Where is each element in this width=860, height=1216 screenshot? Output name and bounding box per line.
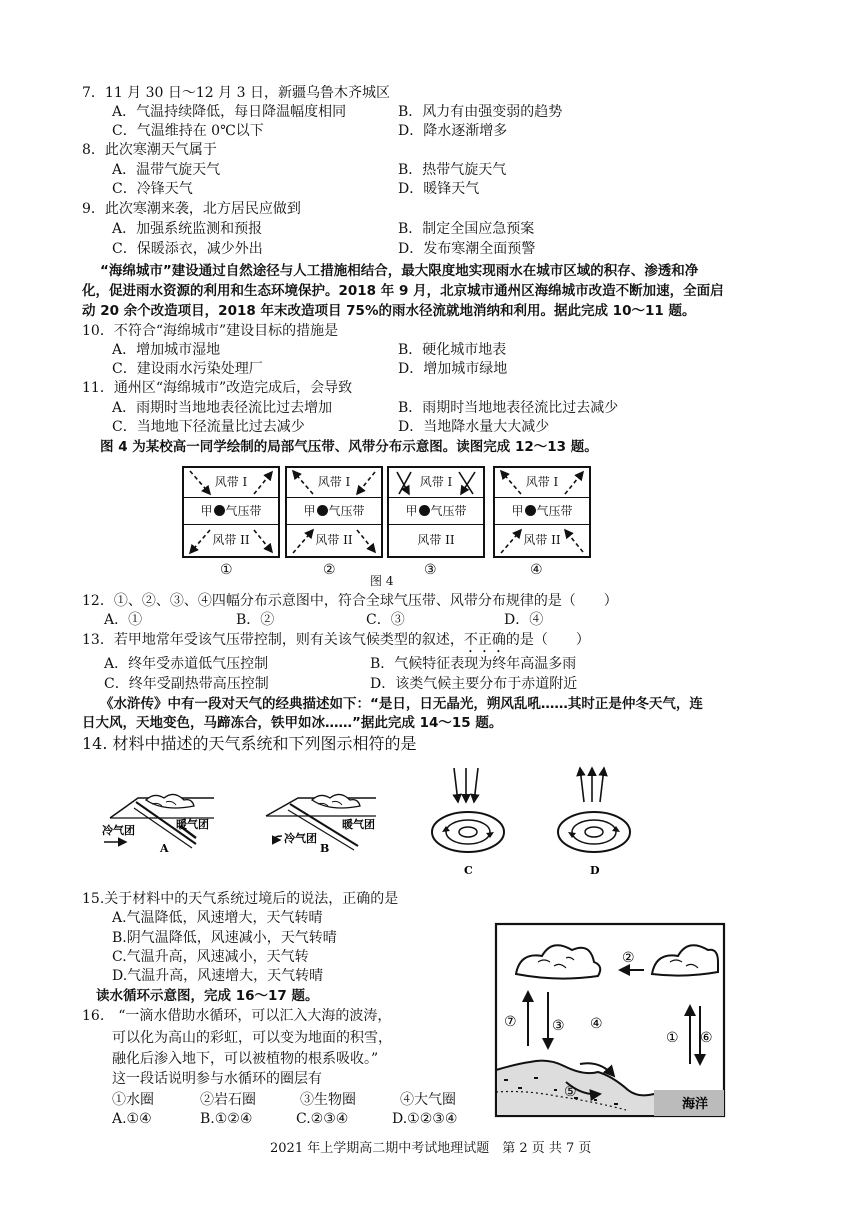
label-c: C xyxy=(464,864,473,877)
q16-option-d: D.①②③④ xyxy=(392,1111,458,1127)
panel-4-number: ④ xyxy=(530,562,543,578)
process-7-label: ⑦ xyxy=(504,1014,517,1030)
front-diagram-b xyxy=(258,790,378,854)
page-footer: 2021 年上学期高二期中考试地理试题 第 2 页 共 7 页 xyxy=(270,1141,592,1156)
q15-option-d: D.气温升高，风速增大，天气转晴 xyxy=(112,968,324,984)
fig4-panel-3 xyxy=(387,466,485,558)
process-6-label: ⑥ xyxy=(700,1030,713,1046)
front-diagram-a xyxy=(96,790,216,854)
q16-item2: ②岩石圈 xyxy=(200,1092,256,1108)
warm-air-label-b: 暖气团 xyxy=(342,818,375,831)
label-b: B xyxy=(320,842,330,854)
q16-item4: ④大气圈 xyxy=(400,1092,456,1108)
q11-option-a: A．雨期时当地地表径流比过去增加 xyxy=(112,400,333,416)
q15-stem: 15.关于材料中的天气系统过境后的说法，正确的是 xyxy=(82,891,399,907)
q13-stem: 13．若甲地常年受该气压带控制，则有关该气候类型的叙述，不正确的是（ ） xyxy=(82,632,590,648)
label-a: A xyxy=(160,842,169,854)
q9-option-c: C．保暖添衣，减少外出 xyxy=(112,241,263,257)
q9-option-b: B．制定全国应急预案 xyxy=(398,221,535,237)
process-2-label: ② xyxy=(622,950,635,966)
q7-option-d: D．降水逐渐增多 xyxy=(398,123,508,139)
q16-option-c: C.②③④ xyxy=(296,1111,349,1127)
wind-belt-1-label: 风带 I xyxy=(525,475,559,489)
panel-3-number: ③ xyxy=(424,562,437,578)
wind-arrows xyxy=(389,468,483,556)
fig4-caption: 图 4 xyxy=(370,574,394,588)
pressure-belt-label: 甲 气压带 xyxy=(184,497,278,525)
q16-option-b: B.①②④ xyxy=(200,1111,253,1127)
q16-line1: 16. “一滴水借助水循环，可以汇入大海的波涛， xyxy=(82,1008,392,1024)
q15-option-c: C.气温升高，风速减小，天气转 xyxy=(112,949,309,965)
q8-option-a: A．温带气旋天气 xyxy=(112,162,221,178)
process-1-label: ① xyxy=(666,1030,679,1046)
q8-option-b: B．热带气旋天气 xyxy=(398,162,507,178)
wind-belt-2-label: 风带 II xyxy=(315,533,353,547)
q10-option-a: A．增加城市湿地 xyxy=(112,342,221,358)
wind-arrows xyxy=(287,468,381,556)
q7-stem: 7．11 月 30 日～12 月 3 日，新疆乌鲁木齐城区 xyxy=(82,85,390,101)
q13-option-b: B．气候特征表现为终年高温多雨 xyxy=(370,656,577,672)
passage1-line1: “海绵城市”建设通过自然途径与人工措施相结合，最大限度地实现雨水在城市区域的积存、渗透和净 xyxy=(100,263,699,279)
pressure-belt-label: 甲 气压带 xyxy=(495,497,589,525)
water-cycle-intro: 读水循环示意图，完成 16～17 题。 xyxy=(96,988,319,1004)
q16-line2: 可以化为高山的彩虹，可以变为地面的积雪， xyxy=(112,1030,392,1046)
q11-option-c: C．当地地下径流量比过去减少 xyxy=(112,419,305,435)
q9-stem: 9．此次寒潮来袭，北方居民应做到 xyxy=(82,201,301,217)
passage2-line2: 日大风，天地变色，马蹄冻合，铁甲如冰……”据此完成 14～15 题。 xyxy=(82,715,503,731)
q7-option-b: B．风力有由强变弱的趋势 xyxy=(398,104,563,120)
q12-option-b: B．② xyxy=(236,612,275,628)
q11-option-d: D．当地降水量大大减少 xyxy=(398,419,550,435)
q12-stem: 12．①、②、③、④四幅分布示意图中，符合全球气压带、风带分布规律的是（ ） xyxy=(82,593,618,609)
q14-stem: 14. 材料中描述的天气系统和下列图示相符的是 xyxy=(82,734,417,753)
wind-belt-1-label: 风带 I xyxy=(419,475,453,489)
q7-option-a: A．气温持续降低，每日降温幅度相同 xyxy=(112,104,347,120)
q10-option-b: B．硬化城市地表 xyxy=(398,342,507,358)
q9-option-a: A．加强系统监测和预报 xyxy=(112,221,263,237)
process-3-label: ③ xyxy=(552,1018,565,1034)
panel-2-number: ② xyxy=(323,562,336,578)
passage1-line3: 动 20 余个改造项目，2018 年末改造项目 75%的雨水径流就地消纳和利用。据此完成 10～11 题。 xyxy=(82,303,696,319)
wind-belt-2-label: 风带 II xyxy=(417,533,455,547)
passage2-line1: 《水浒传》中有一段对天气的经典描述如下：“是日，日无晶光，朔风乱吼……其时正是仲冬天气，连 xyxy=(100,696,703,712)
q16-option-a: A.①④ xyxy=(112,1111,152,1127)
wind-arrows xyxy=(184,468,278,556)
q12-option-c: C．③ xyxy=(366,612,405,628)
wind-belt-1-label: 风带 I xyxy=(317,475,351,489)
ocean-label: 海洋 xyxy=(682,1097,709,1112)
process-5-label: ⑤ xyxy=(564,1084,577,1100)
cyclone-diagram-c xyxy=(426,764,516,878)
q16-line4: 这一段话说明参与水循环的圈层有 xyxy=(112,1071,322,1087)
fig4-panel-4 xyxy=(493,466,591,558)
panel-1-number: ① xyxy=(220,562,233,578)
q10-option-d: D．增加城市绿地 xyxy=(398,361,508,377)
q12-option-a: A．① xyxy=(104,612,143,628)
q16-line3: 融化后渗入地下，可以被植物的根系吸收。” xyxy=(112,1051,379,1067)
q8-option-c: C．冷锋天气 xyxy=(112,181,193,197)
q8-option-d: D．暖锋天气 xyxy=(398,181,480,197)
warm-air-label-a: 暖气团 xyxy=(176,818,209,831)
q10-option-c: C．建设雨水污染处理厂 xyxy=(112,361,263,377)
water-cycle-diagram xyxy=(494,922,726,1118)
emphasis-text: 不正确 xyxy=(463,632,506,648)
cold-air-label-b: 冷气团 xyxy=(284,832,317,845)
wind-arrows xyxy=(495,468,589,556)
fig4-panel-2 xyxy=(285,466,383,558)
process-4-label: ④ xyxy=(590,1016,603,1032)
q15-option-b: B.阴气温降低，风速减小，天气转晴 xyxy=(112,930,337,946)
q13-option-c: C．终年受副热带高压控制 xyxy=(104,676,269,692)
q13-option-d: D．该类气候主要分布于赤道附近 xyxy=(370,676,578,692)
fig4-intro: 图 4 为某校高一同学绘制的局部气压带、风带分布示意图。读图完成 12～13 题。 xyxy=(100,439,598,455)
wind-belt-2-label: 风带 II xyxy=(212,533,250,547)
q16-item3: ③生物圈 xyxy=(300,1092,356,1108)
wind-belt-2-label: 风带 II xyxy=(523,533,561,547)
fig4-panel-1 xyxy=(182,466,280,558)
cold-air-label-a: 冷气团 xyxy=(102,824,135,837)
cyclone-diagram-d xyxy=(552,764,642,878)
q8-stem: 8．此次寒潮天气属于 xyxy=(82,142,217,158)
label-d: D xyxy=(590,864,600,877)
q13-option-a: A．终年受赤道低气压控制 xyxy=(104,656,269,672)
q11-stem: 11．通州区“海绵城市”改造完成后，会导致 xyxy=(82,380,353,396)
pressure-belt-label: 甲 气压带 xyxy=(389,497,483,525)
wind-belt-1-label: 风带 I xyxy=(214,475,248,489)
q15-option-a: A.气温降低，风速增大，天气转晴 xyxy=(112,910,323,926)
q16-item1: ①水圈 xyxy=(112,1092,154,1108)
q11-option-b: B．雨期时当地地表径流比过去减少 xyxy=(398,400,619,416)
q10-stem: 10．不符合“海绵城市”建设目标的措施是 xyxy=(82,323,339,339)
q9-option-d: D．发布寒潮全面预警 xyxy=(398,241,536,257)
passage1-line2: 化，促进雨水资源的利用和生态环境保护。2018 年 9 月，北京城市通州区海绵城市改造不断加速，全面启 xyxy=(82,283,724,299)
q12-option-d: D．④ xyxy=(504,612,544,628)
pressure-belt-label: 甲 气压带 xyxy=(287,497,381,525)
q7-option-c: C．气温维持在 0℃以下 xyxy=(112,123,264,139)
